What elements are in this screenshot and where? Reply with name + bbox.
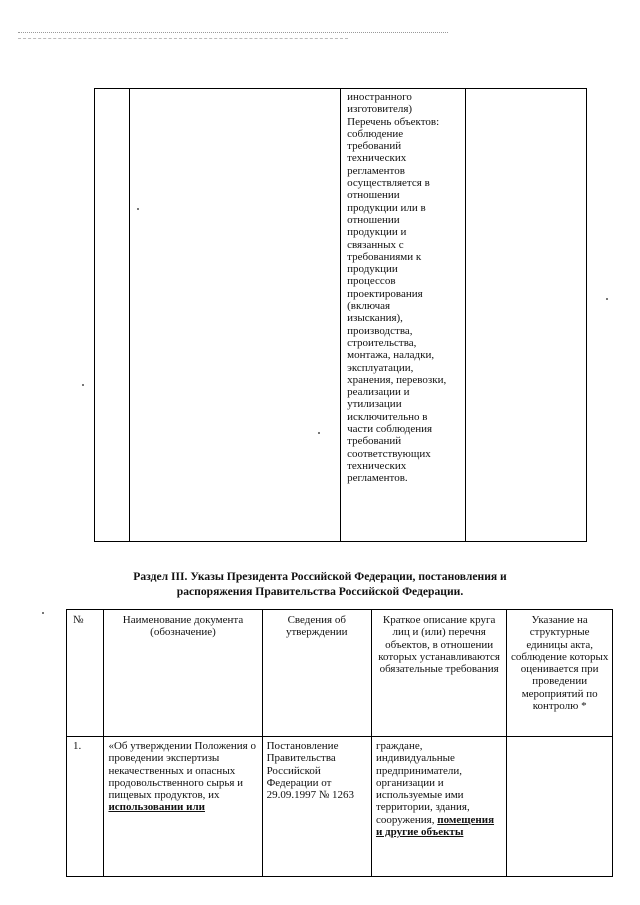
row-number: 1. (67, 737, 104, 877)
table-row (67, 737, 613, 877)
objects-list-line: продукции или в (347, 201, 426, 214)
objects-list-line: отношении (347, 189, 400, 202)
objects-list-line: процессов (347, 275, 396, 288)
objects-list-line: технических (347, 459, 407, 472)
objects-list-line: технических (347, 152, 407, 165)
section-heading-line: распоряжения Правительства Российской Федерации. (176, 584, 464, 598)
objects-list-line: продукции (347, 263, 398, 276)
empty-cell (129, 89, 340, 542)
objects-list-line: связанных с (347, 238, 404, 251)
section-heading-line: Раздел III. Указы Президента Российской Федерации, постановления и (133, 570, 507, 583)
objects-list-line: хранения, перевозки, (347, 373, 447, 386)
objects-list-line: требованиями к (347, 250, 422, 263)
header-structural-units: Указание на структурные единицы акта, соблюдение которых оценивается при проведении мероприятий по контролю * (507, 610, 613, 737)
objects-list-line: осуществляется в (347, 177, 430, 190)
scan-speck (606, 298, 608, 300)
header-approval: Сведения об утверждении (262, 610, 371, 737)
objects-list-line: соблюдение (347, 127, 404, 140)
empty-cell (95, 89, 130, 542)
objects-list-line: эксплуатации, (347, 361, 414, 374)
objects-list-line: регламентов (347, 164, 405, 177)
objects-list-line: продукции и (347, 226, 407, 239)
objects-list-line: требований (347, 435, 402, 448)
scan-noise (18, 38, 348, 40)
objects-list-line: монтажа, наладки, (347, 349, 435, 362)
row-document-name (104, 737, 262, 877)
objects-list-line: изготовителя) (347, 103, 413, 116)
row-approval: Постановление Правительства Российской Федерации от 29.09.1997 № 1263 (262, 737, 371, 877)
objects-list-line: соответствующих (347, 447, 431, 460)
scan-speck (82, 384, 84, 386)
objects-list-line: части соблюдения (347, 423, 433, 436)
row-description (371, 737, 506, 877)
scan-speck (42, 612, 44, 614)
description-text-cut: помещения и другие объекты (375, 813, 495, 839)
document-name-text: «Об утверждении Положения о проведении экспертизы некачественных и опасных продовольственного сырья и пищевых продуктов, их (108, 740, 256, 802)
row-structural-units (507, 737, 613, 877)
table-header-row (67, 610, 613, 737)
objects-list-line: строительства, (347, 336, 417, 349)
objects-list-cell (341, 89, 466, 542)
empty-cell (465, 89, 586, 542)
objects-list-line: регламентов. (347, 472, 408, 485)
objects-list-line: реализации и (347, 386, 410, 399)
objects-list-line: исключительно в (347, 410, 428, 423)
objects-list-line: утилизации (347, 398, 402, 411)
header-description: Краткое описание круга лиц и (или) перечня объектов, в отношении которых устанавливаются обязательные требования (371, 610, 506, 737)
objects-list-line: иностранного (347, 91, 412, 103)
objects-list-line: проектирования (347, 287, 423, 300)
objects-list-text (341, 89, 465, 487)
continuation-table (94, 88, 587, 542)
documents-table (66, 609, 613, 877)
objects-list-line: Перечень объектов: (347, 115, 440, 128)
objects-list-line: отношении (347, 213, 400, 226)
objects-list-line: требований (347, 140, 402, 153)
header-number: № (67, 610, 104, 737)
objects-list-line: производства, (347, 324, 413, 337)
description-text: граждане, индивидуальные предприниматели, организации и используемые ими территории, здания, сооружения, (375, 740, 470, 826)
objects-list-line: изыскания), (347, 312, 403, 325)
document-name-text-cut: использовании или (108, 801, 205, 814)
objects-list-line: (включая (347, 300, 391, 313)
section-heading (80, 570, 560, 599)
header-document-name: Наименование документа (обозначение) (104, 610, 262, 737)
